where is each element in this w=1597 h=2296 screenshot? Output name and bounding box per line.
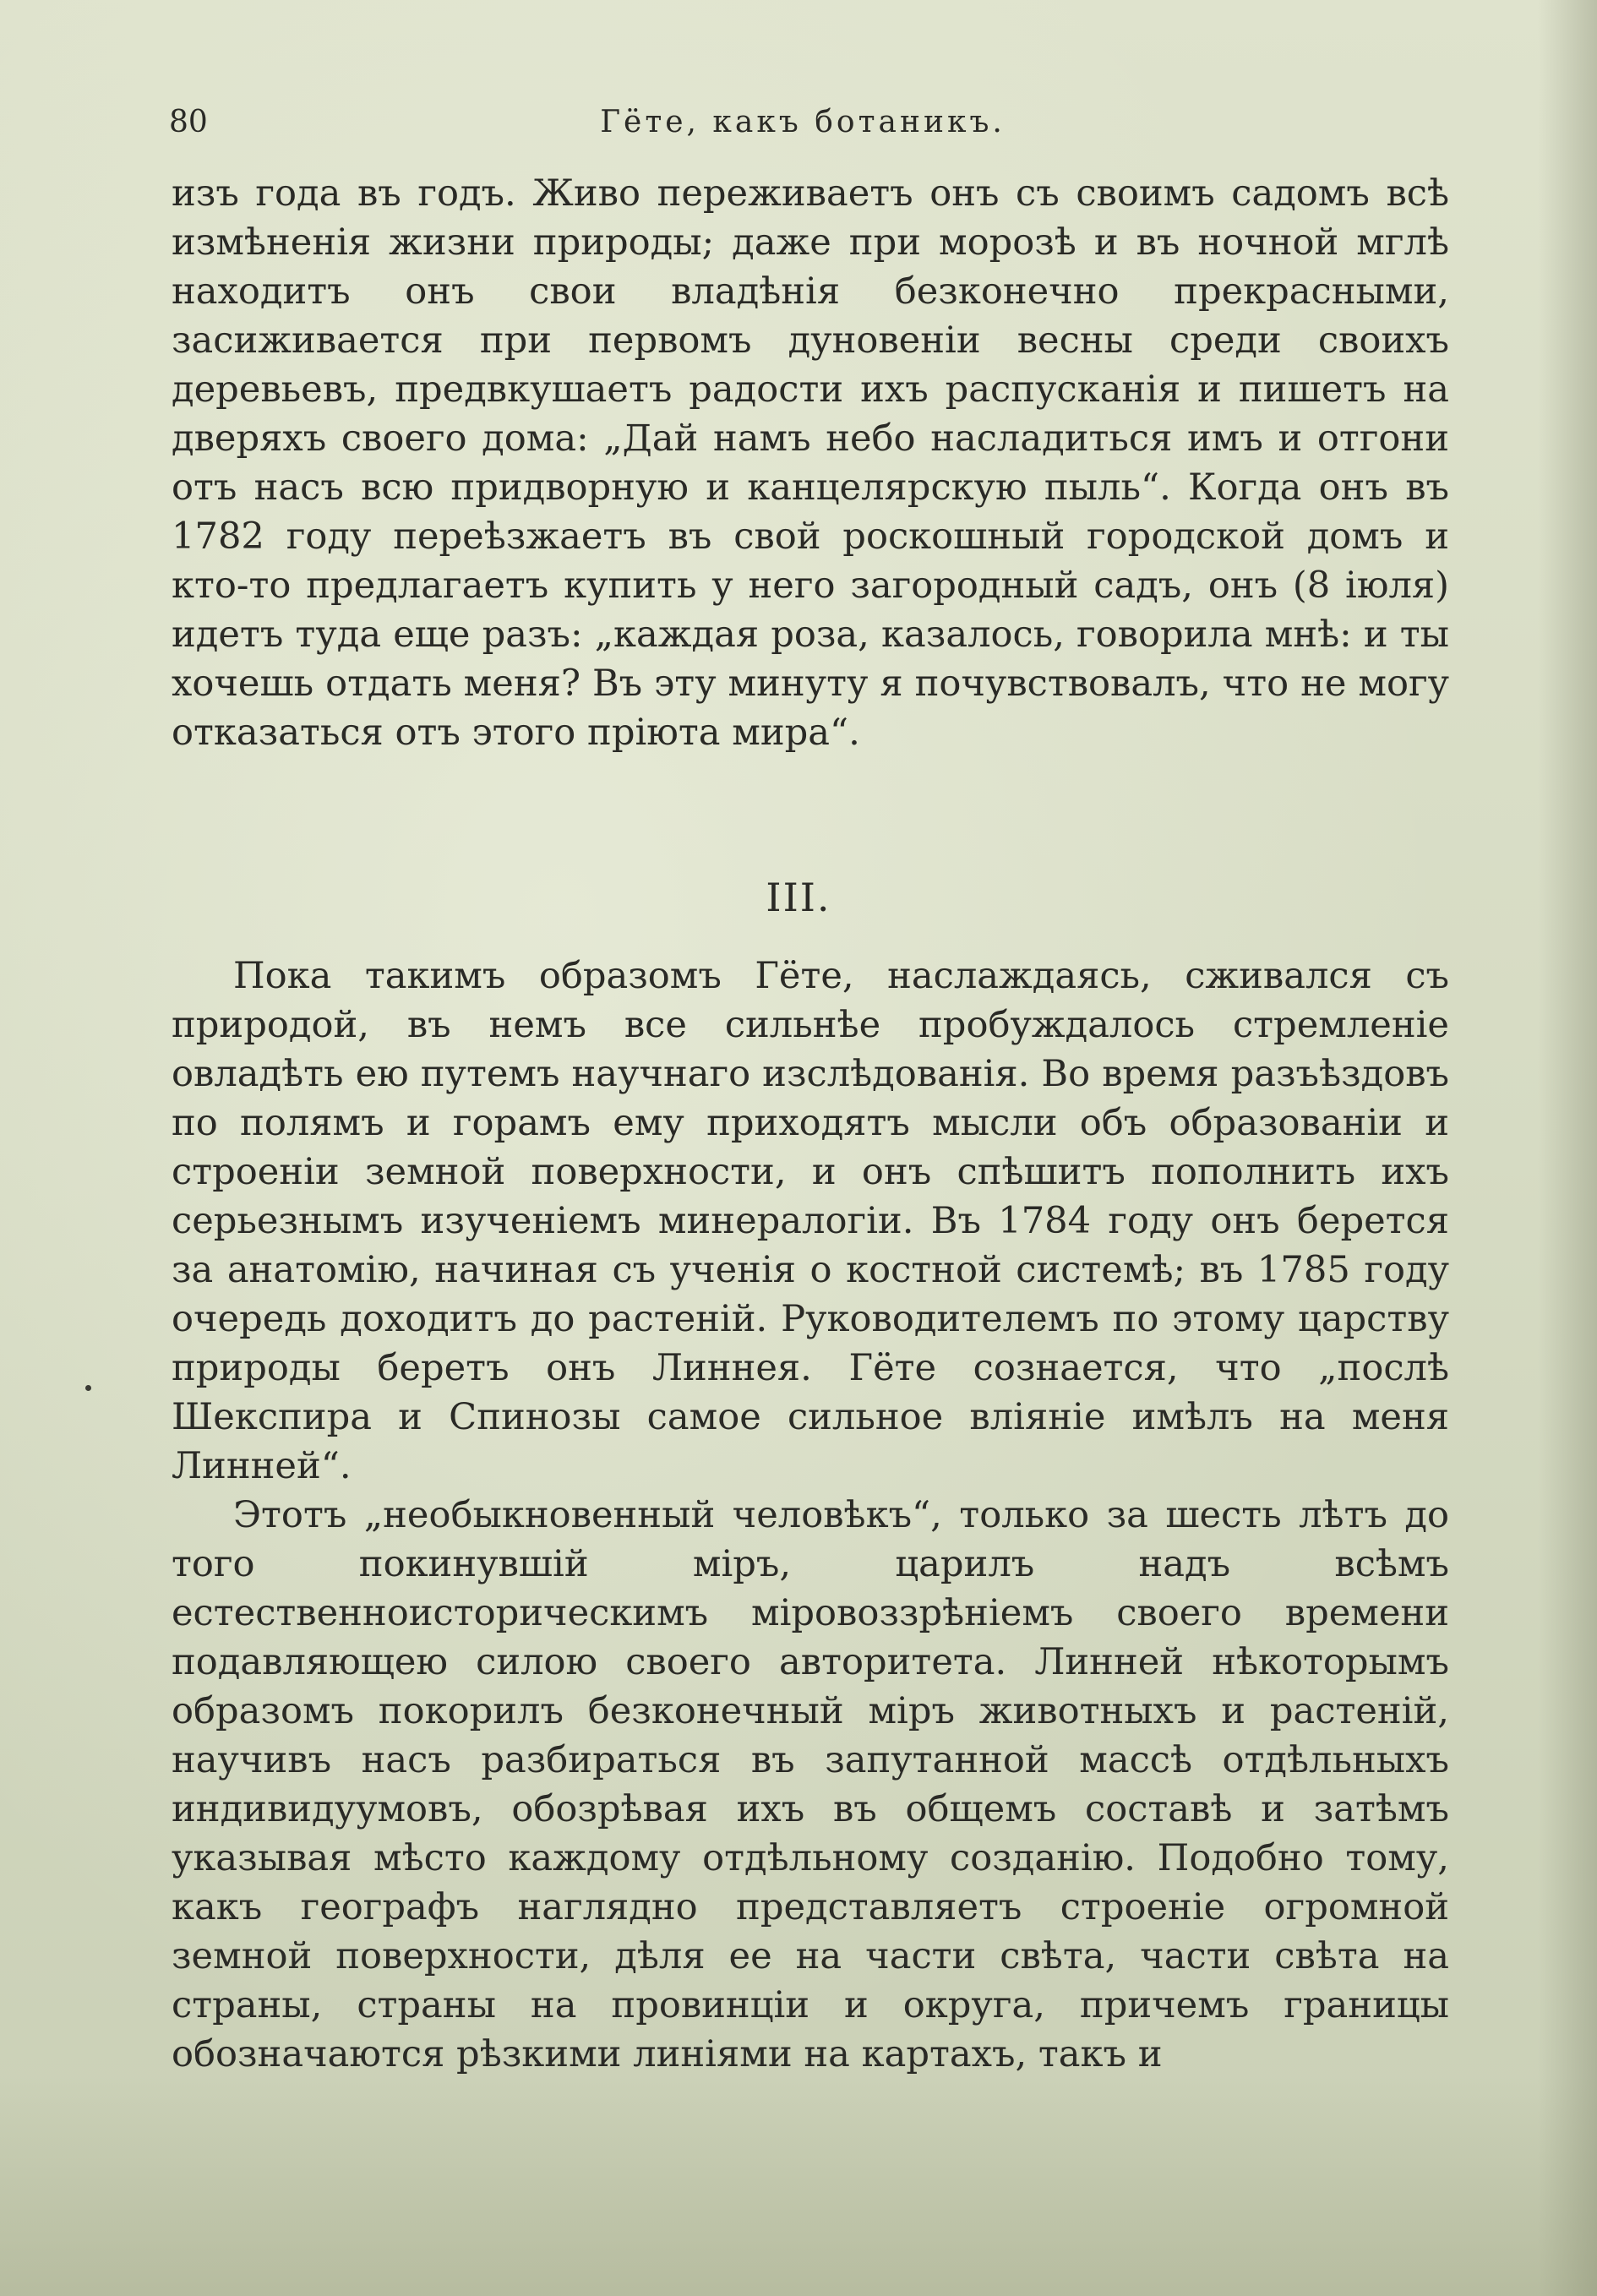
text-block-section-3	[172, 952, 1449, 2079]
page-number: 80	[169, 105, 208, 139]
page-header	[169, 105, 1436, 155]
page-bottom-shadow	[0, 2076, 1597, 2296]
section-heading: III.	[766, 875, 831, 920]
paragraph: Этотъ „необыкновенный человѣкъ“, только за шесть лѣтъ до того покинувшій міръ, царилъ надъ всѣмъ естественноисторическимъ міровоззрѣніемъ своего времени подавляющею силою своего авторитета. Линней нѣкоторымъ образомъ покорилъ безконечный міръ животныхъ и растеній, научивъ насъ разбираться въ запутанной массѣ отдѣльныхъ индивидуумовъ, обозрѣвая ихъ въ общемъ составѣ и затѣмъ указывая мѣсто каждому отдѣльному созданію. Подобно тому, какъ географъ наглядно представляетъ строеніе огромной земной поверхности, дѣля ее на части свѣта, части свѣта на страны, страны на провинціи и округа, причемъ границы обозначаются рѣзкими линіями на картахъ, такъ и	[172, 1494, 1449, 2075]
ink-speck	[85, 1385, 91, 1391]
running-title: Гёте, какъ ботаникъ.	[600, 105, 1006, 139]
paragraph: Пока такимъ образомъ Гёте, наслаждаясь, сживался съ природой, въ немъ все сильнѣе пробуждалось стремленіе овладѣть ею путемъ научнаго изслѣдованія. Во время разъѣздовъ по полямъ и горамъ ему приходятъ мысли объ образованіи и строеніи земной поверхности, и онъ спѣшитъ пополнить ихъ серьезнымъ изученіемъ минералогіи. Въ 1784 году онъ берется за анатомію, начиная съ ученія о костной системѣ; въ 1785 году очередь доходитъ до растеній. Руководителемъ по этому царству природы беретъ онъ Линнея. Гёте сознается, что „послѣ Шекспира и Спинозы самое сильное вліяніе имѣлъ на меня Линней“.	[172, 955, 1449, 1487]
paragraph: изъ года въ годъ. Живо переживаетъ онъ съ своимъ садомъ всѣ измѣненія жизни природы; даже при морозѣ и въ ночной мглѣ находитъ онъ свои владѣнія безконечно прекрасными, засиживается при первомъ дуновеніи весны среди своихъ деревьевъ, предвкушаетъ радости ихъ распусканія и пишетъ на дверяхъ своего дома: „Дай намъ небо насладиться имъ и отгони отъ насъ всю придворную и канцелярскую пыль“. Когда онъ въ 1782 году переѣзжаетъ въ свой роскошный городской домъ и кто-то предлагаетъ купить у него загородный садъ, онъ (8 іюля) идетъ туда еще разъ: „каждая роза, казалось, говорила мнѣ: и ты хочешь отдать меня? Въ эту минуту я почувствовалъ, что не могу отказаться отъ этого пріюта мира“.	[172, 172, 1449, 754]
text-block-continuation	[172, 169, 1449, 757]
page-edge-shadow	[1538, 0, 1597, 2296]
